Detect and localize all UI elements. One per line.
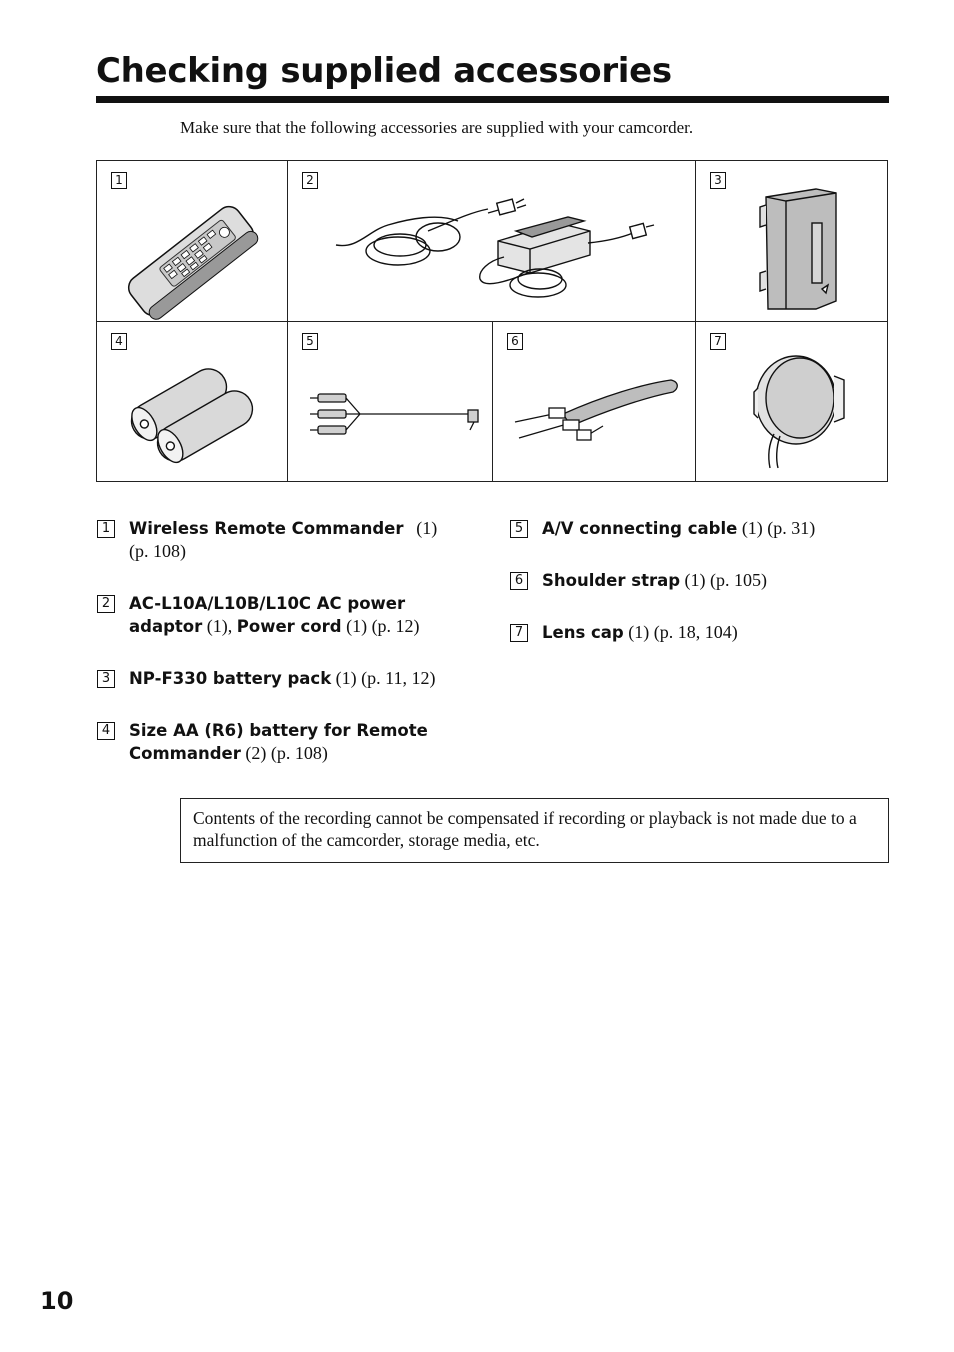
figure-cell-3 (695, 160, 888, 322)
figure-cell-4 (96, 321, 288, 482)
list-item-5 (510, 517, 870, 540)
item-number-7: 7 (510, 624, 528, 642)
item-qty-2: (1), (202, 616, 237, 636)
item-number-5: 5 (510, 520, 528, 538)
figure-cell-6 (492, 321, 696, 482)
item-qty-1: (1) (416, 518, 438, 538)
figure-cell-7 (695, 321, 888, 482)
list-item-7 (510, 621, 870, 644)
item-page-6: (1) (p. 105) (680, 570, 768, 590)
battery-pack-icon (696, 161, 887, 321)
page-title: Checking supplied accessories (96, 51, 672, 91)
title-rule (96, 96, 889, 103)
item-page-1: (p. 108) (129, 541, 186, 561)
item-name-2: AC-L10A/L10B/L10C AC power (129, 594, 406, 613)
item-page-4: (2) (p. 108) (240, 743, 328, 763)
av-cable-icon (288, 322, 492, 481)
item-page-2: (1) (p. 12) (341, 616, 420, 636)
figure-cell-1 (96, 160, 288, 322)
list-item-3 (97, 667, 457, 690)
item-name-1: Wireless Remote Commander (129, 519, 404, 538)
figure-number-7: 7 (710, 333, 726, 350)
item-number-3: 3 (97, 670, 115, 688)
figure-cell-2 (287, 160, 696, 322)
list-item-4 (97, 719, 457, 765)
remote-commander-icon (97, 161, 287, 321)
lens-cap-icon (696, 322, 887, 481)
item-name-4: Size AA (R6) battery for Remote (129, 721, 428, 740)
item-number-1: 1 (97, 520, 115, 538)
item-name-2c: Power cord (236, 617, 342, 636)
page-number: 10 (40, 1287, 74, 1315)
item-name-5: A/V connecting cable (542, 519, 738, 538)
figure-number-4: 4 (111, 333, 127, 350)
item-name-7: Lens cap (542, 623, 624, 642)
figure-number-5: 5 (302, 333, 318, 350)
item-name-4b: Commander (129, 744, 241, 763)
ac-power-adaptor-icon (288, 161, 695, 321)
item-name-3: NP-F330 battery pack (129, 669, 332, 688)
item-page-3: (1) (p. 11, 12) (331, 668, 436, 688)
figure-number-1: 1 (111, 172, 127, 189)
shoulder-strap-icon (493, 322, 695, 481)
intro-text: Make sure that the following accessories are supplied with your camcorder. (180, 118, 694, 137)
aa-batteries-icon (97, 322, 287, 481)
disclaimer-note: Contents of the recording cannot be compensated if recording or playback is not made due to a malfunction of the camcorder, storage media, etc. (180, 798, 889, 863)
list-item-1 (97, 517, 442, 563)
item-page-7: (1) (p. 18, 104) (623, 622, 738, 642)
item-page-5: (1) (p. 31) (737, 518, 816, 538)
item-number-6: 6 (510, 572, 528, 590)
figure-number-6: 6 (507, 333, 523, 350)
item-number-4: 4 (97, 722, 115, 740)
item-name-6: Shoulder strap (542, 571, 681, 590)
figure-cell-5 (287, 321, 493, 482)
item-name-2b: adaptor (129, 617, 203, 636)
figure-number-3: 3 (710, 172, 726, 189)
figure-number-2: 2 (302, 172, 318, 189)
list-item-6 (510, 569, 870, 592)
item-number-2: 2 (97, 595, 115, 613)
list-item-2 (97, 592, 442, 638)
